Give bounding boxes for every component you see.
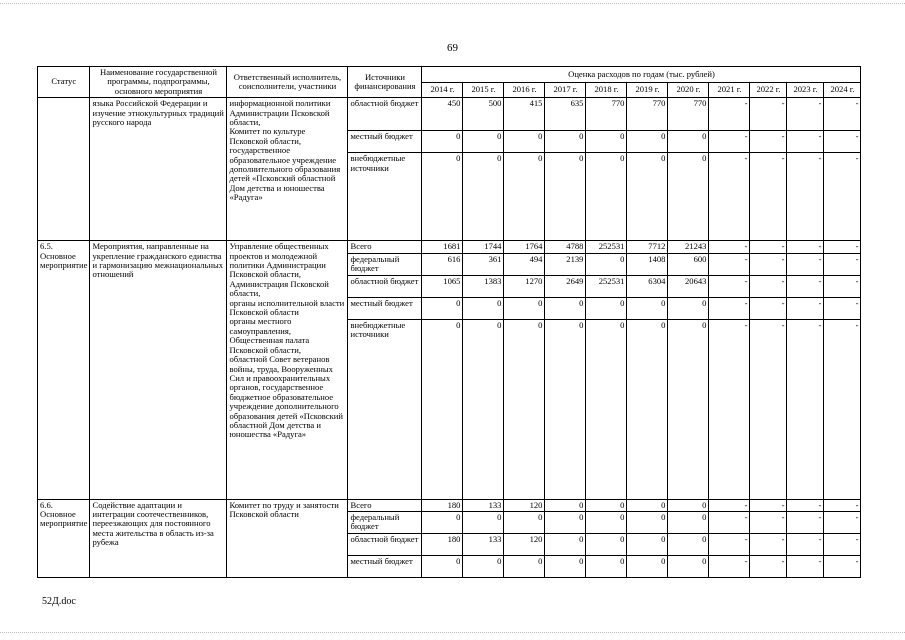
amount-cell: -	[787, 153, 824, 241]
amount-cell: -	[824, 241, 861, 253]
amount-cell: -	[824, 512, 861, 534]
amount-cell: -	[787, 241, 824, 253]
amount-cell: 120	[504, 534, 545, 556]
amount-cell: 0	[627, 319, 668, 499]
amount-cell: 0	[586, 534, 627, 556]
amount-cell: -	[787, 131, 824, 153]
amount-cell: -	[787, 275, 824, 297]
page-number: 69	[447, 42, 458, 54]
amount-cell: 0	[545, 499, 586, 511]
amount-cell: 0	[545, 131, 586, 153]
header-executor: Ответственный исполнитель, соисполнители, участники	[227, 67, 348, 98]
amount-cell: 1383	[463, 275, 504, 297]
amount-cell: 0	[586, 556, 627, 578]
amount-cell: 0	[668, 556, 709, 578]
funding-source-cell: внебюджетные источники	[348, 153, 422, 241]
amount-cell: 180	[422, 499, 463, 511]
amount-cell: -	[787, 297, 824, 319]
amount-cell: 600	[668, 253, 709, 275]
amount-cell: 133	[463, 499, 504, 511]
header-year: 2016 г.	[504, 82, 545, 98]
header-year: 2014 г.	[422, 82, 463, 98]
funding-source-cell: областной бюджет	[348, 534, 422, 556]
executor-line: Комитет по труду и занятости Псковской области	[229, 499, 339, 520]
amount-cell: -	[824, 499, 861, 511]
amount-cell: 770	[627, 98, 668, 131]
amount-cell: -	[750, 253, 787, 275]
amount-cell: 0	[627, 153, 668, 241]
executor-line: информационной политики Администрации Псковской области,	[229, 98, 331, 128]
header-year: 2022 г.	[750, 82, 787, 98]
amount-cell: 0	[586, 253, 627, 275]
program-name-cell: Содействие адаптации и интеграции соотечественников, переезжающих для постоянного места жительства в область из-за рубежа	[90, 499, 227, 577]
executor-line: Комитет по культуре Псковской области,	[229, 126, 306, 146]
amount-cell: -	[787, 98, 824, 131]
amount-cell: -	[709, 297, 750, 319]
amount-cell: -	[787, 319, 824, 499]
funding-source-cell: Всего	[348, 241, 422, 253]
amount-cell: 616	[422, 253, 463, 275]
amount-cell: -	[750, 534, 787, 556]
amount-cell: 0	[504, 297, 545, 319]
amount-cell: -	[750, 556, 787, 578]
amount-cell: 21243	[668, 241, 709, 253]
executor-line: органы местного самоуправления,	[229, 316, 292, 336]
header-year: 2023 г.	[787, 82, 824, 98]
amount-cell: 7712	[627, 241, 668, 253]
amount-cell: 0	[504, 153, 545, 241]
amount-cell: 361	[463, 253, 504, 275]
amount-cell: 0	[668, 319, 709, 499]
amount-cell: 0	[422, 512, 463, 534]
amount-cell: 494	[504, 253, 545, 275]
table-row	[38, 499, 861, 511]
amount-cell: -	[709, 499, 750, 511]
amount-cell: 0	[463, 153, 504, 241]
amount-cell: -	[750, 98, 787, 131]
amount-cell: 0	[586, 297, 627, 319]
amount-cell: -	[787, 512, 824, 534]
amount-cell: 0	[668, 499, 709, 511]
amount-cell: -	[824, 319, 861, 499]
amount-cell: 0	[545, 534, 586, 556]
amount-cell: 252531	[586, 275, 627, 297]
amount-cell: -	[709, 275, 750, 297]
amount-cell: -	[824, 98, 861, 131]
amount-cell: 0	[668, 512, 709, 534]
funding-source-cell: областной бюджет	[348, 275, 422, 297]
executor-line: Администрация Псковской области,	[229, 278, 329, 299]
budget-table	[37, 66, 861, 578]
amount-cell: 0	[668, 131, 709, 153]
funding-source-cell: местный бюджет	[348, 297, 422, 319]
amount-cell: -	[824, 534, 861, 556]
amount-cell: 2649	[545, 275, 586, 297]
amount-cell: 1270	[504, 275, 545, 297]
funding-source-cell: федеральный бюджет	[348, 512, 422, 534]
amount-cell: 770	[668, 98, 709, 131]
amount-cell: -	[824, 153, 861, 241]
amount-cell: 6304	[627, 275, 668, 297]
amount-cell: 2139	[545, 253, 586, 275]
amount-cell: 0	[504, 556, 545, 578]
scan-bottom-edge	[0, 632, 905, 635]
executor-line: Общественная палата Псковской области,	[229, 335, 310, 355]
status-cell: 6.5. Основное мероприятие	[38, 241, 90, 499]
amount-cell: 20643	[668, 275, 709, 297]
amount-cell: -	[750, 131, 787, 153]
amount-cell: 0	[627, 131, 668, 153]
header-year: 2018 г.	[586, 82, 627, 98]
amount-cell: 120	[504, 499, 545, 511]
amount-cell: 0	[463, 319, 504, 499]
amount-cell: 1744	[463, 241, 504, 253]
amount-cell: 635	[545, 98, 586, 131]
amount-cell: 0	[422, 556, 463, 578]
header-estimate: Оценка расходов по годам (тыс. рублей)	[422, 67, 861, 83]
amount-cell: 1408	[627, 253, 668, 275]
amount-cell: 1764	[504, 241, 545, 253]
amount-cell: -	[750, 153, 787, 241]
amount-cell: -	[787, 534, 824, 556]
amount-cell: -	[750, 275, 787, 297]
amount-cell: -	[709, 534, 750, 556]
amount-cell: 0	[545, 297, 586, 319]
amount-cell: 133	[463, 534, 504, 556]
header-year: 2020 г.	[668, 82, 709, 98]
amount-cell: 1681	[422, 241, 463, 253]
amount-cell: -	[824, 275, 861, 297]
header-year: 2021 г.	[709, 82, 750, 98]
header-name: Наименование государственной программы, подпрограммы, основного мероприятия	[90, 67, 227, 98]
program-name-cell: языка Российской Федерации и изучение этнокультурных традиций русского народа	[90, 98, 227, 241]
scan-top-edge	[0, 0, 905, 4]
amount-cell: -	[709, 131, 750, 153]
amount-cell: 415	[504, 98, 545, 131]
table-row	[38, 241, 861, 253]
funding-source-cell: местный бюджет	[348, 131, 422, 153]
amount-cell: -	[709, 253, 750, 275]
amount-cell: 0	[627, 499, 668, 511]
executor-line: государственное образовательное учреждение дополнительного образования детей «Псковский областной Дом детства и юношества «Радуга»	[229, 145, 341, 203]
header-year: 2024 г.	[824, 82, 861, 98]
amount-cell: -	[750, 319, 787, 499]
amount-cell: -	[787, 499, 824, 511]
header-year: 2019 г.	[627, 82, 668, 98]
executor-line: органы исполнительной власти Псковской области	[229, 297, 345, 318]
document-filename: 52Д.doc	[42, 596, 76, 607]
executor-line: областной Совет ветеранов войны, труда, Вооруженных Сил и правоохранительных органов, государственное бюджетное образовательное учреждение дополнительного образования детей «Псковский областной Дом детства и юношества «Радуга»	[229, 354, 343, 440]
amount-cell: 0	[504, 512, 545, 534]
amount-cell: 0	[504, 319, 545, 499]
amount-cell: 500	[463, 98, 504, 131]
header-status: Статус	[38, 67, 90, 98]
amount-cell: -	[787, 253, 824, 275]
amount-cell: 0	[545, 512, 586, 534]
amount-cell: 0	[422, 131, 463, 153]
executor-cell	[227, 499, 348, 577]
amount-cell: -	[709, 153, 750, 241]
amount-cell: -	[787, 556, 824, 578]
table-row	[38, 98, 861, 131]
amount-cell: 0	[668, 153, 709, 241]
amount-cell: -	[824, 253, 861, 275]
amount-cell: 180	[422, 534, 463, 556]
amount-cell: -	[709, 241, 750, 253]
amount-cell: 0	[422, 297, 463, 319]
amount-cell: 0	[586, 499, 627, 511]
header-year: 2015 г.	[463, 82, 504, 98]
amount-cell: -	[750, 512, 787, 534]
amount-cell: -	[750, 241, 787, 253]
amount-cell: 0	[545, 153, 586, 241]
amount-cell: 0	[668, 534, 709, 556]
executor-line: Управление общественных проектов и молодежной политики Администрации Псковской области,	[229, 241, 329, 280]
amount-cell: -	[709, 512, 750, 534]
executor-cell	[227, 241, 348, 499]
funding-source-cell: внебюджетные источники	[348, 319, 422, 499]
header-source: Источники финансирования	[348, 67, 422, 98]
amount-cell: -	[824, 556, 861, 578]
amount-cell: 0	[586, 512, 627, 534]
amount-cell: -	[750, 297, 787, 319]
amount-cell: 0	[586, 131, 627, 153]
funding-source-cell: местный бюджет	[348, 556, 422, 578]
funding-source-cell: федеральный бюджет	[348, 253, 422, 275]
program-name-cell: Мероприятия, направленные на укрепление гражданского единства и гармонизацию межнациональных отношений	[90, 241, 227, 499]
amount-cell: 0	[627, 556, 668, 578]
amount-cell: 0	[422, 319, 463, 499]
amount-cell: 4788	[545, 241, 586, 253]
amount-cell: -	[709, 556, 750, 578]
amount-cell: -	[709, 319, 750, 499]
amount-cell: 0	[463, 131, 504, 153]
amount-cell: 0	[545, 319, 586, 499]
amount-cell: 0	[422, 153, 463, 241]
amount-cell: 0	[586, 319, 627, 499]
amount-cell: 252531	[586, 241, 627, 253]
amount-cell: 0	[627, 512, 668, 534]
amount-cell: -	[750, 499, 787, 511]
amount-cell: 0	[463, 512, 504, 534]
amount-cell: -	[824, 131, 861, 153]
header-year: 2017 г.	[545, 82, 586, 98]
amount-cell: 0	[668, 297, 709, 319]
amount-cell: -	[824, 297, 861, 319]
amount-cell: 0	[586, 153, 627, 241]
amount-cell: 1065	[422, 275, 463, 297]
amount-cell: 0	[463, 556, 504, 578]
funding-source-cell: Всего	[348, 499, 422, 511]
funding-source-cell: областной бюджет	[348, 98, 422, 131]
amount-cell: 0	[627, 297, 668, 319]
amount-cell: 0	[504, 131, 545, 153]
amount-cell: -	[709, 98, 750, 131]
amount-cell: 0	[545, 556, 586, 578]
status-cell: 6.6. Основное мероприятие	[38, 499, 90, 577]
amount-cell: 770	[586, 98, 627, 131]
amount-cell: 0	[627, 534, 668, 556]
status-cell	[38, 98, 90, 241]
amount-cell: 0	[463, 297, 504, 319]
amount-cell: 450	[422, 98, 463, 131]
executor-cell	[227, 98, 348, 241]
